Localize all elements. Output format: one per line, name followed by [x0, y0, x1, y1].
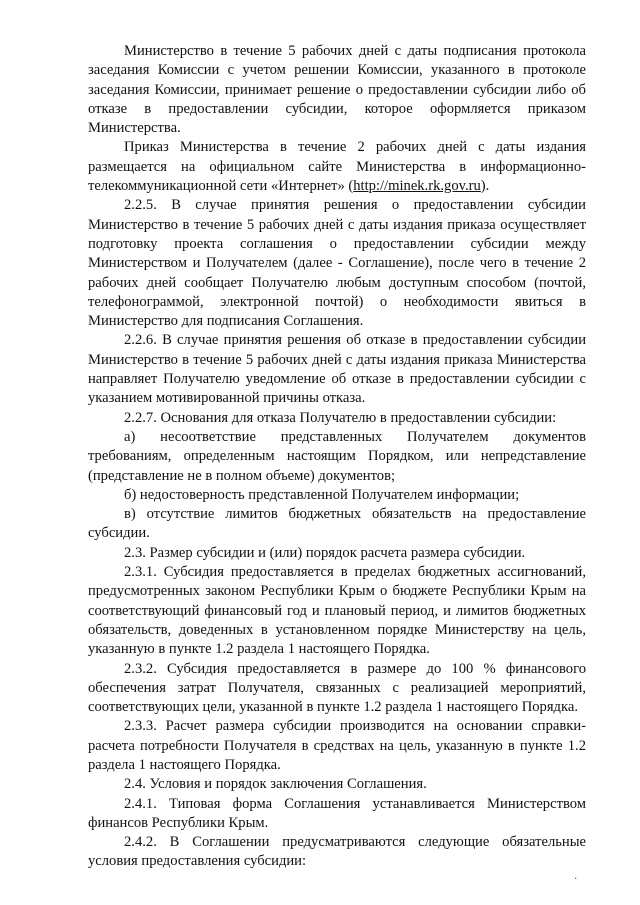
order-publication-text: Приказ Министерства в течение 2 рабочих дней с даты издания размещается на официальном сайте Министерства в информационно-телекоммуникационной сети «Интернет» ( — [88, 139, 586, 195]
paragraph-2-3-2: 2.3.2. Субсидия предоставляется в размере до 100 % финансового обеспечения затрат Получателя, связанных с реализацией мероприятий, соответствующих цели, указанной в пункте 1.2 раздела 1 настоящего Порядка. — [88, 660, 586, 716]
paragraph-2-2-5: 2.2.5. В случае принятия решения о предоставлении субсидии Министерство в течение 5 рабочих дней с даты издания приказа осуществляет подготовку проекта соглашения о предоставлении субсидии между Министерством и Получателем (далее - Соглашение), после чего в течение 2 рабочих дней сообщает Получателю любым доступным способом (почтой, телефонограммой, электронной почтой) о необходимости явиться в Министерство для подписания Соглашения. — [88, 197, 586, 330]
refusal-ground-c: в) отсутствие лимитов бюджетных обязательств на предоставление субсидии. — [88, 506, 586, 542]
paragraph-2-4-2: 2.4.2. В Соглашении предусматриваются следующие обязательные условия предоставления субсидии: — [88, 834, 586, 870]
paragraph-ministry-decision: Министерство в течение 5 рабочих дней с даты подписания протокола заседания Комиссии с учетом решении Комиссии, указанного в протоколе заседания Комиссии, принимает решение о предоставлении субсидии либо об отказе в предоставлении субсидии, которое оформляется приказом Министерства. — [88, 43, 586, 137]
paragraph-2-4-1: 2.4.1. Типовая форма Соглашения устанавливается Министерством финансов Республики Крым. — [88, 795, 586, 831]
refusal-ground-b: б) недостоверность представленной Получателем информации; — [124, 486, 520, 503]
paragraph-2-3-1: 2.3.1. Субсидия предоставляется в пределах бюджетных ассигнований, предусмотренных законом Республики Крым о бюджете Республики Крым на соответствующий финансовый год и плановый период, и лимитов бюджетных обязательств, доведенных в установленном порядке Министерству на цель, указанную в пункте 1.2 раздела 1 настоящего Порядка. — [88, 564, 586, 658]
section-heading-2-4: 2.4. Условия и порядок заключения Соглашения. — [124, 776, 427, 793]
ministry-website-link[interactable]: http://minek.rk.gov.ru — [353, 178, 481, 195]
refusal-ground-a: а) несоответствие представленных Получателем документов требованиям, определенным настоящим Порядком, или непредставление (представление не в полном объеме) документов; — [88, 428, 586, 484]
paragraph-2-3-3: 2.3.3. Расчет размера субсидии производится на основании справки-расчета потребности Получателя в средствах на цель, указанную в пункте 1.2 раздела 1 настоящего Порядка. — [88, 718, 586, 773]
margin-mark: · — [574, 874, 578, 885]
paragraph-order-publication — [88, 138, 586, 196]
order-publication-tail: ). — [480, 178, 490, 195]
paragraph-2-2-7: 2.2.7. Основания для отказа Получателю в предоставлении субсидии: — [124, 409, 557, 426]
section-heading-2-3: 2.3. Размер субсидии и (или) порядок расчета размера субсидии. — [124, 544, 526, 561]
document-page — [88, 42, 586, 872]
paragraph-2-2-6: 2.2.6. В случае принятия решения об отказе в предоставлении субсидии Министерство в течение 5 рабочих дней с даты издания приказа Министерства направляет Получателю уведомление об отказе в предоставлении субсидии с указанием мотивированной причины отказа. — [88, 332, 586, 407]
